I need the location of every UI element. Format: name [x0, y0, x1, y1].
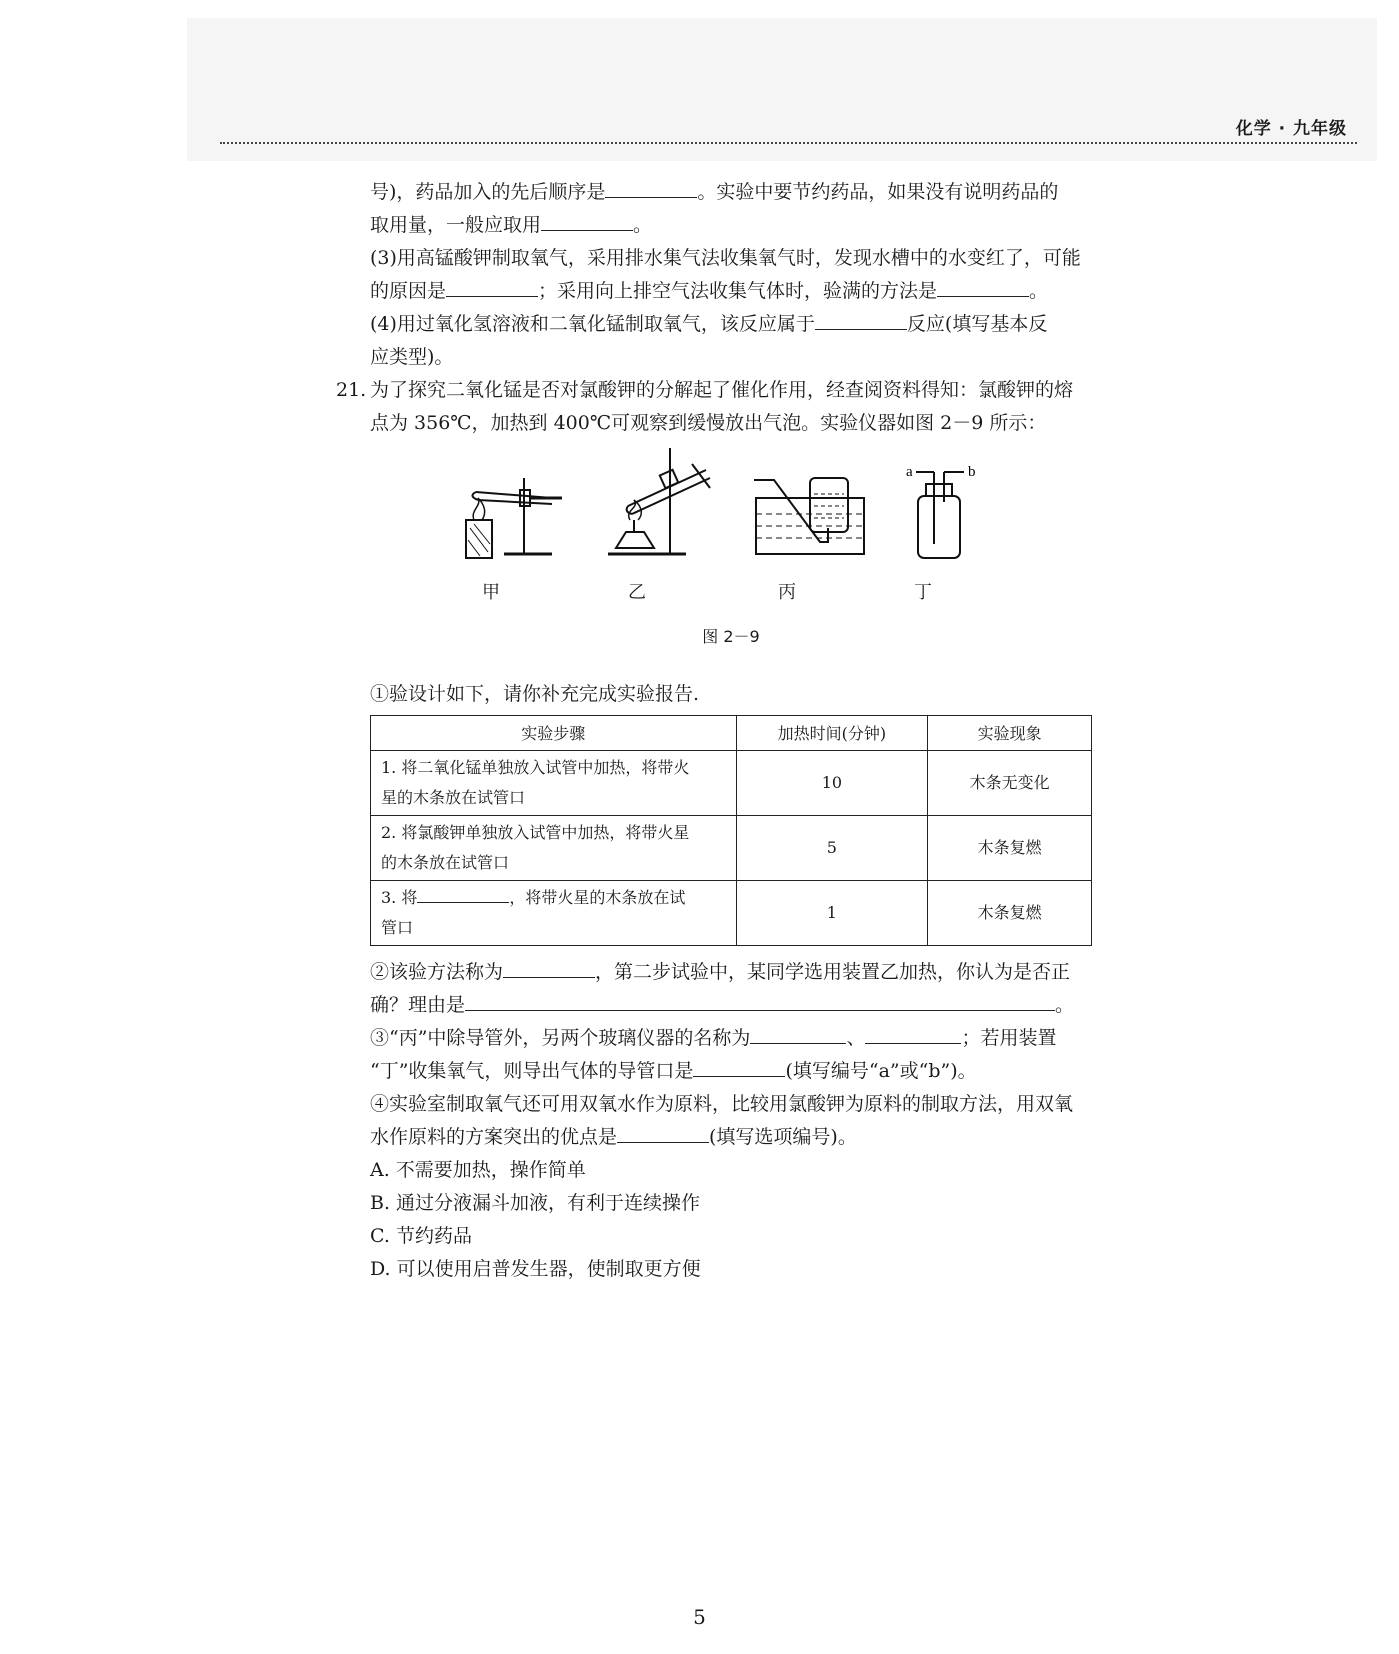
result-cell: 木条复燃 — [928, 816, 1092, 881]
answer-blank[interactable] — [937, 276, 1029, 297]
apparatus-bing — [754, 478, 864, 554]
step-text: 星的木条放在试管口 — [381, 788, 526, 807]
q21-text: ，第二步试验中，某同学选用装置乙加热，你认为是否正 — [595, 961, 1071, 983]
answer-blank[interactable] — [815, 309, 907, 330]
step-cell — [371, 751, 737, 816]
figure-2-9 — [370, 448, 1092, 678]
step-text: 1. 将二氧化锰单独放入试管中加热，将带火 — [381, 758, 690, 777]
answer-blank[interactable] — [693, 1056, 785, 1077]
step-cell — [371, 881, 737, 946]
table-row — [371, 816, 1092, 881]
step-text: 的木条放在试管口 — [381, 853, 510, 872]
step-text: 2. 将氯酸钾单独放入试管中加热，将带火星 — [381, 823, 690, 842]
q20-text: 的原因是 — [370, 280, 447, 302]
result-cell: 木条无变化 — [928, 751, 1092, 816]
step-text: ，将带火星的木条放在试 — [509, 888, 686, 907]
q21-text: ；若用装置 — [961, 1027, 1057, 1049]
result-cell: 木条复燃 — [928, 881, 1092, 946]
answer-blank[interactable] — [865, 1023, 961, 1044]
time-cell: 10 — [736, 751, 928, 816]
answer-blank[interactable] — [541, 210, 633, 231]
figure-label-bing: 丙 — [778, 582, 796, 603]
answer-blank[interactable] — [750, 1023, 846, 1044]
experiment-report-table — [370, 715, 1092, 946]
answer-blank[interactable] — [503, 957, 595, 978]
q21-text: ②该验方法称为 — [370, 961, 504, 983]
q20-text: (3)用高锰酸钾制取氧气，采用排水集气法收集氧气时，发现水槽中的水变红了，可能 — [370, 247, 1081, 269]
option-a: A. 不需要加热，操作简单 — [370, 1159, 586, 1181]
q21-text: “丁”收集氧气，则导出气体的导管口是 — [370, 1060, 694, 1082]
q20-text: 。实验中要节约药品，如果没有说明药品的 — [697, 181, 1059, 203]
q20-text: 。 — [1029, 280, 1049, 302]
q20-text: 取用量，一般应取用 — [370, 214, 542, 236]
q21-text: (填写编号“a”或“b”)。 — [785, 1060, 977, 1082]
table-row — [371, 751, 1092, 816]
apparatus-drawing — [370, 448, 1092, 618]
q21-text: 、 — [846, 1027, 866, 1049]
column-header: 实验步骤 — [371, 716, 737, 751]
column-header: 实验现象 — [928, 716, 1092, 751]
q20-text: 应类型)。 — [370, 346, 454, 368]
figure-label-yi: 乙 — [628, 582, 646, 603]
q21-text: 确？理由是 — [370, 994, 466, 1016]
figure-caption: 图 2－9 — [702, 627, 760, 646]
answer-blank[interactable] — [465, 990, 1055, 1011]
answer-blank[interactable] — [446, 276, 538, 297]
q20-line-1 — [370, 176, 1092, 209]
page-number: 5 — [693, 1605, 706, 1629]
q20-text: ；采用向上排空气法收集气体时，验满的方法是 — [538, 280, 938, 302]
q21-stem — [336, 374, 1092, 440]
answer-blank[interactable] — [417, 884, 509, 903]
q20-part-4 — [370, 308, 1092, 374]
figure-label-jia: 甲 — [482, 582, 500, 603]
column-header: 加热时间(分钟) — [736, 716, 928, 751]
question-number: 21. — [336, 379, 367, 401]
q20-text: 。 — [633, 214, 653, 236]
table-row — [371, 881, 1092, 946]
q20-text: (4)用过氧化氢溶液和二氧化锰制取氧气，该反应属于 — [370, 313, 815, 335]
option-c: C. 节约药品 — [370, 1225, 472, 1247]
q21-text: 。 — [1055, 994, 1075, 1016]
tube-label-a: a — [906, 464, 913, 480]
answer-blank[interactable] — [605, 177, 697, 198]
time-cell: 1 — [736, 881, 928, 946]
q20-line-2 — [370, 209, 1092, 242]
apparatus-ding — [916, 472, 964, 558]
q20-text: 反应(填写基本反 — [906, 313, 1048, 335]
q21-sub-2 — [370, 956, 1092, 1022]
apparatus-jia — [466, 478, 562, 558]
figure-label-ding: 丁 — [914, 582, 932, 603]
step-text: 3. 将 — [381, 888, 418, 907]
q21-text: 点为 356℃，加热到 400℃可观察到缓慢放出气泡。实验仪器如图 2－9 所示： — [370, 412, 1047, 434]
q21-sub-1: ①验设计如下，请你补充完成实验报告. — [370, 683, 700, 705]
step-text: 管口 — [381, 918, 414, 937]
q21-sub-3 — [370, 1022, 1092, 1088]
option-b: B. 通过分液漏斗加液，有利于连续操作 — [370, 1192, 701, 1214]
q21-text: 为了探究二氧化锰是否对氯酸钾的分解起了催化作用，经查阅资料得知：氯酸钾的熔 — [370, 379, 1074, 401]
header-dotted-rule — [220, 142, 1357, 144]
q21-text: ③“丙”中除导管外，另两个玻璃仪器的名称为 — [370, 1027, 751, 1049]
header-title: 化学 · 九年级 — [1235, 119, 1347, 139]
step-cell — [371, 816, 737, 881]
page-content — [336, 176, 1092, 1286]
time-cell: 5 — [736, 816, 928, 881]
tube-label-b: b — [968, 464, 976, 480]
apparatus-yi — [608, 448, 710, 554]
table-header-row — [371, 716, 1092, 751]
answer-blank[interactable] — [617, 1122, 709, 1143]
q21-text: (填写选项编号)。 — [709, 1126, 857, 1148]
page-header — [187, 18, 1377, 161]
q21-text: ④实验室制取氧气还可用双氧水作为原料，比较用氯酸钾为原料的制取方法，用双氧 — [370, 1093, 1074, 1115]
q20-part-3 — [370, 242, 1092, 308]
q21-text: 水作原料的方案突出的优点是 — [370, 1126, 618, 1148]
lamp-box — [466, 520, 492, 558]
option-d: D. 可以使用启普发生器，使制取更方便 — [370, 1258, 701, 1280]
q21-sub-4 — [370, 1088, 1092, 1154]
q20-text: 号)，药品加入的先后顺序是 — [370, 181, 606, 203]
